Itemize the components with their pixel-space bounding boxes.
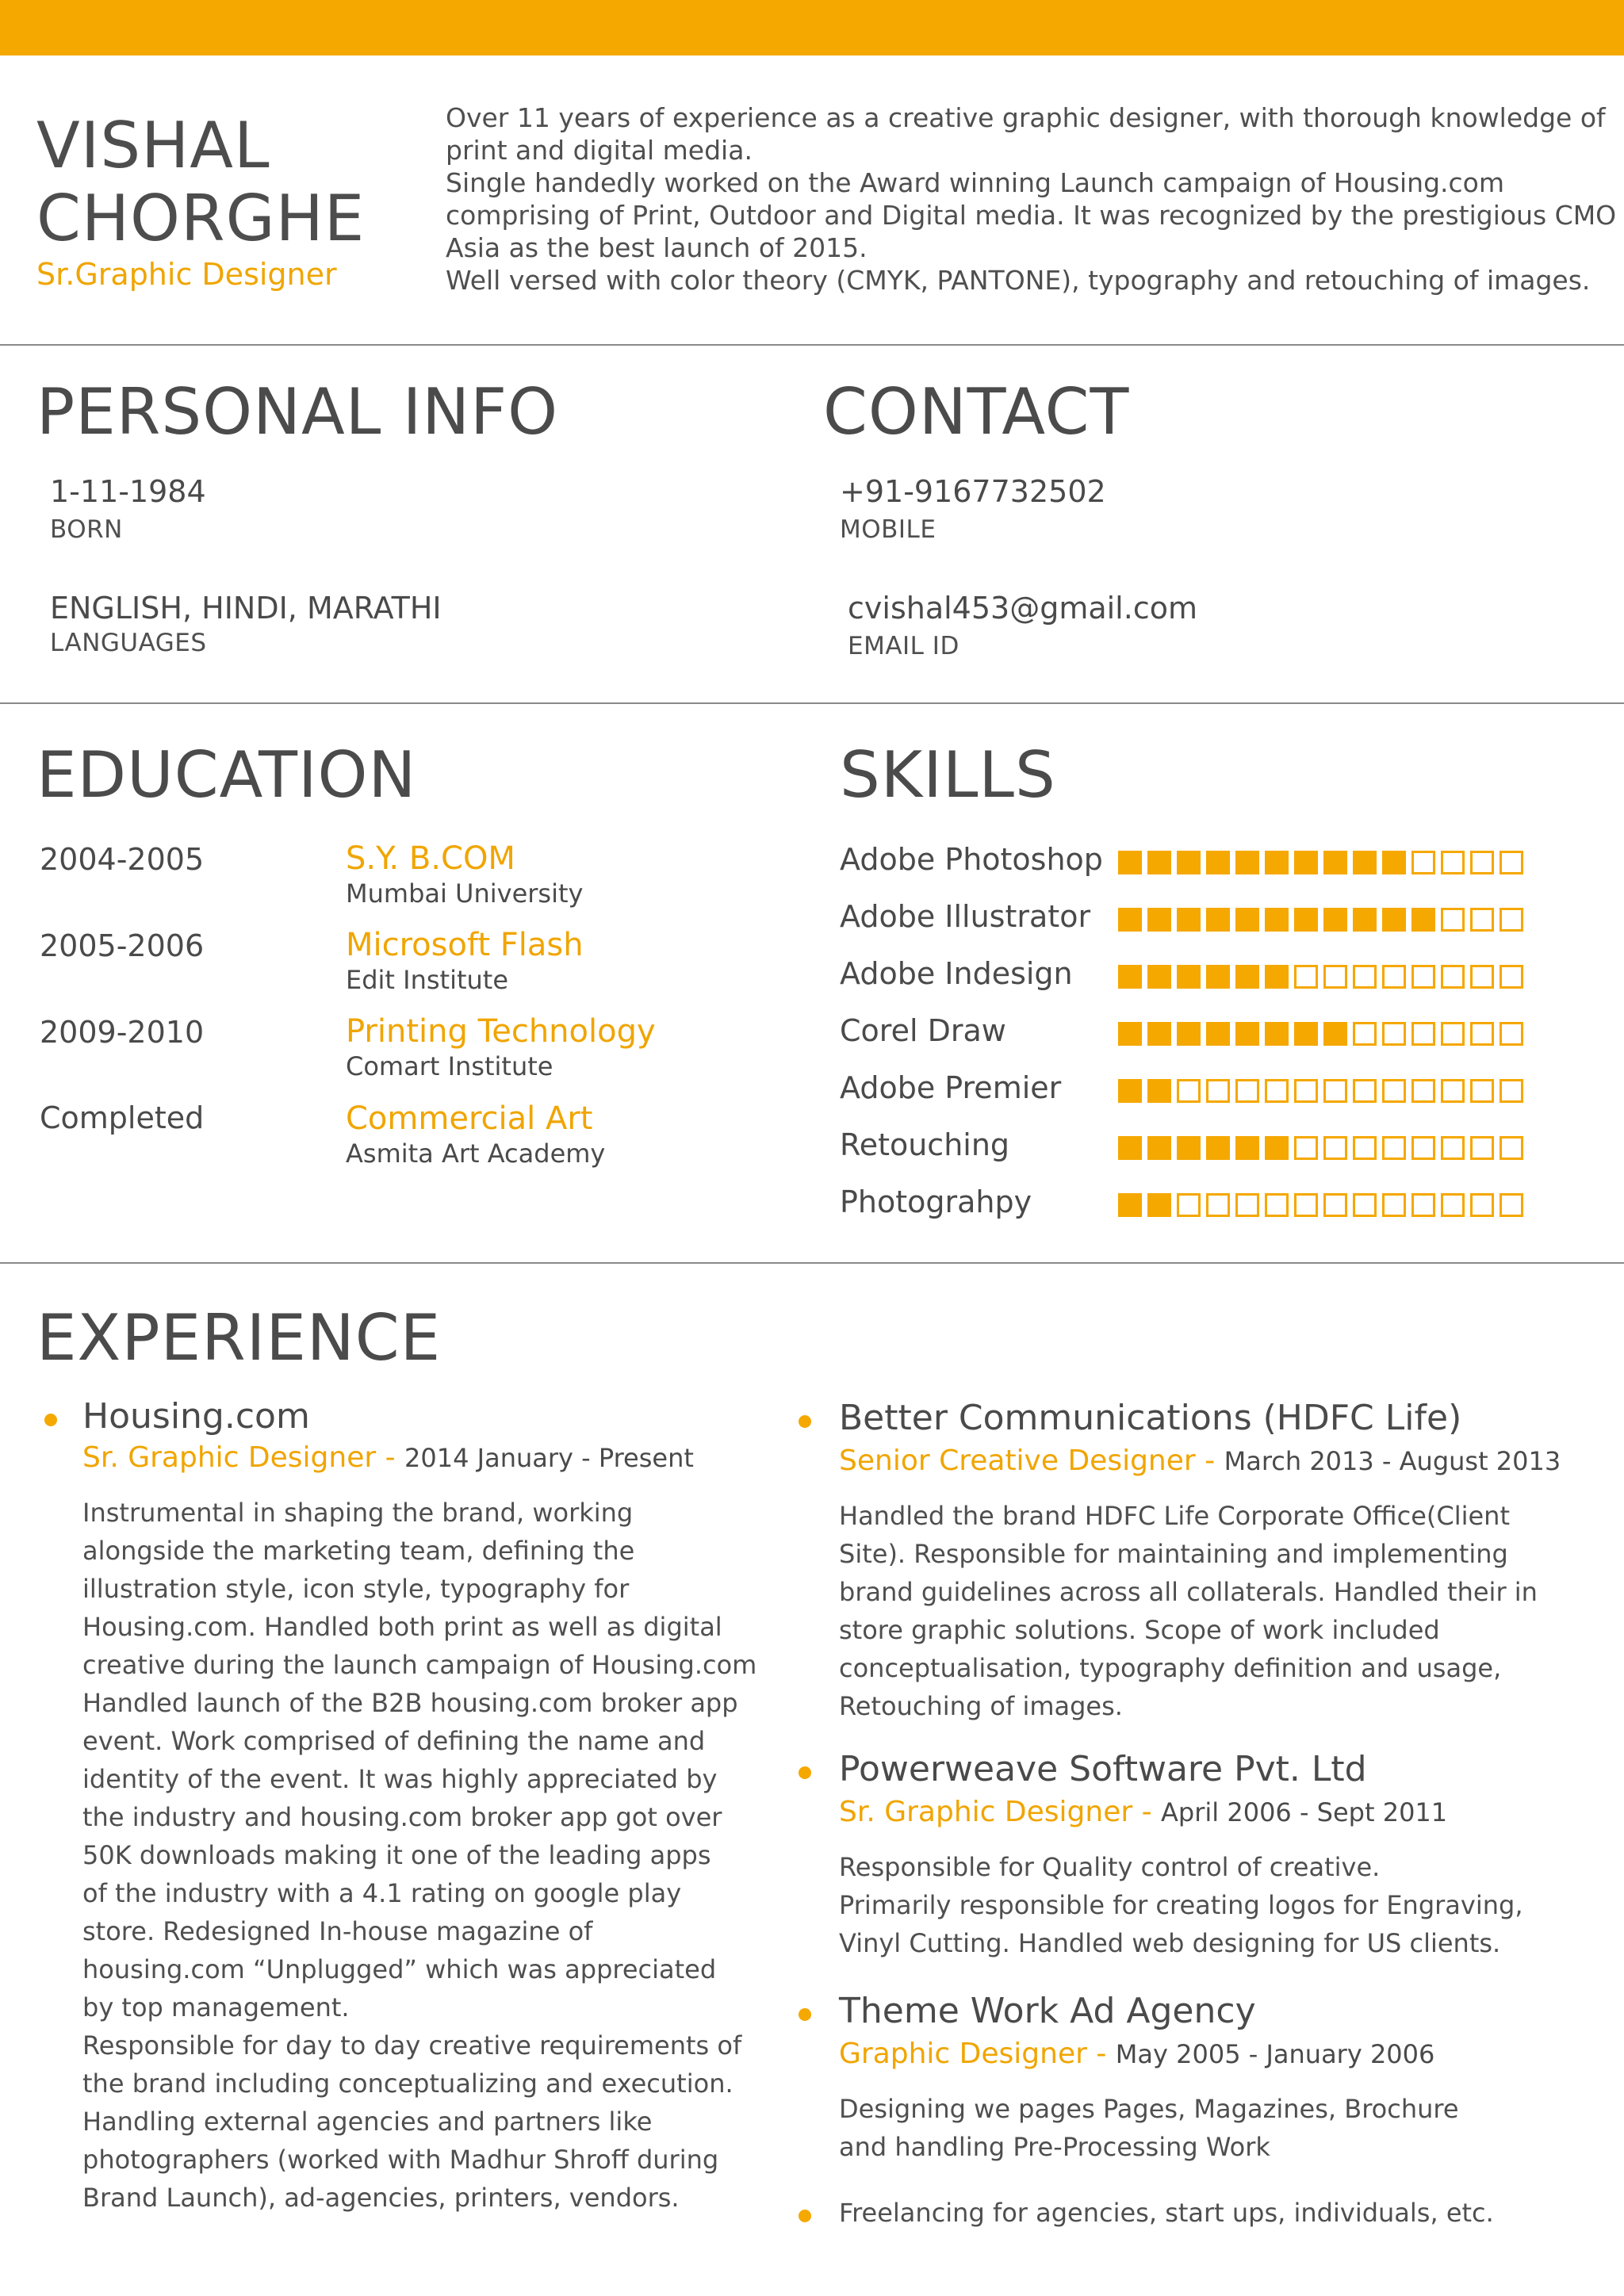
job-title: Sr. Graphic Designer - [82, 1441, 396, 1474]
skill-square-empty [1235, 1193, 1259, 1217]
description-line: identity of the event. It was highly appreciated by [82, 1764, 718, 1794]
job-title: Sr. Graphic Designer - [839, 1796, 1152, 1828]
skill-square-empty [1265, 1193, 1289, 1217]
skill-square-filled [1265, 1136, 1289, 1160]
skill-square-empty [1382, 1022, 1406, 1046]
description-line: Responsible for Quality control of creative. [839, 1852, 1381, 1882]
description-line: and handling Pre-Processing Work [839, 2132, 1270, 2162]
skill-square-filled [1177, 908, 1201, 932]
education-institute: Edit Institute [346, 965, 509, 995]
skill-square-filled [1177, 1136, 1201, 1160]
skill-square-empty [1353, 1136, 1377, 1160]
skill-square-empty [1323, 1079, 1347, 1103]
skill-square-empty [1353, 1022, 1377, 1046]
email-value: cvishal453@gmail.com [848, 591, 1197, 626]
summary-line: Over 11 years of experience as a creative graphic designer, with thorough knowledge of [446, 102, 1606, 133]
skill-square-filled [1118, 1136, 1142, 1160]
skill-square-empty [1411, 1022, 1435, 1046]
description-line: Site). Responsible for maintaining and implementing [839, 1539, 1508, 1569]
skill-name: Corel Draw [840, 1013, 1006, 1048]
skill-square-filled [1177, 851, 1201, 874]
top-accent-bar [0, 0, 1624, 55]
description-line: Instrumental in shaping the brand, working [82, 1498, 634, 1528]
education-year: 2005-2006 [40, 928, 205, 963]
summary-line: Single handedly worked on the Award winning Launch campaign of Housing.com [446, 167, 1505, 198]
description-line: Brand Launch), ad-agencies, printers, vendors. [82, 2183, 680, 2213]
personal-info-heading: PERSONAL INFO [36, 375, 559, 449]
skill-level-bar [1118, 851, 1529, 876]
skill-square-empty [1177, 1079, 1201, 1103]
description-line: conceptualisation, typography definition and usage, [839, 1653, 1502, 1683]
skill-square-empty [1411, 965, 1435, 989]
skill-square-empty [1441, 965, 1465, 989]
skill-square-filled [1353, 908, 1377, 932]
description-line: photographers (worked with Madhur Shroff during [82, 2145, 719, 2175]
skill-square-filled [1323, 1022, 1347, 1046]
skill-square-filled [1235, 851, 1259, 874]
job-dates: 2014 January - Present [404, 1443, 694, 1473]
skill-square-empty [1294, 1136, 1318, 1160]
skill-square-filled [1294, 908, 1318, 932]
skill-square-empty [1382, 965, 1406, 989]
skill-square-empty [1323, 965, 1347, 989]
education-institute: Asmita Art Academy [346, 1138, 606, 1169]
skill-square-empty [1500, 908, 1523, 932]
skill-square-empty [1411, 851, 1435, 874]
bullet-dot [799, 2008, 811, 2021]
email-label: EMAIL ID [848, 632, 959, 660]
skill-square-empty [1441, 1022, 1465, 1046]
skill-square-empty [1500, 1136, 1523, 1160]
description-line: of the industry with a 4.1 rating on google play [82, 1878, 682, 1908]
education-year: 2009-2010 [40, 1015, 205, 1050]
description-line: Primarily responsible for creating logos for Engraving, [839, 1890, 1523, 1920]
description-line: illustration style, icon style, typography for [82, 1574, 630, 1604]
skill-square-empty [1353, 965, 1377, 989]
skill-square-filled [1118, 851, 1142, 874]
skills-heading: SKILLS [840, 738, 1056, 812]
description-line: Retouching of images. [839, 1691, 1123, 1721]
skill-square-filled [1235, 908, 1259, 932]
skill-square-filled [1177, 965, 1201, 989]
skill-square-empty [1470, 965, 1494, 989]
skill-square-empty [1411, 1136, 1435, 1160]
skill-square-empty [1323, 1136, 1347, 1160]
skill-square-empty [1323, 1193, 1347, 1217]
skill-square-empty [1294, 1079, 1318, 1103]
divider [0, 702, 1624, 704]
skill-square-filled [1118, 1022, 1142, 1046]
skill-square-empty [1470, 908, 1494, 932]
job-title: Graphic Designer - [839, 2038, 1107, 2070]
skill-square-empty [1441, 1079, 1465, 1103]
languages-value: ENGLISH, HINDI, MARATHI [50, 591, 442, 626]
skill-name: Adobe Photoshop [840, 842, 1103, 877]
skill-name: Adobe Indesign [840, 956, 1073, 991]
skill-square-empty [1382, 1136, 1406, 1160]
bullet-dot [799, 2210, 811, 2222]
description-line: creative during the launch campaign of Housing.com [82, 1650, 757, 1680]
contact-heading: CONTACT [823, 375, 1130, 449]
education-degree: Microsoft Flash [346, 927, 584, 963]
description-line: housing.com “Unplugged” which was appreciated [82, 1954, 717, 1984]
description-line: the industry and housing.com broker app got over [82, 1802, 722, 1832]
skill-square-empty [1411, 1193, 1435, 1217]
skill-square-empty [1353, 1193, 1377, 1217]
description-line: by top management. [82, 1992, 350, 2022]
description-line: Handled launch of the B2B housing.com broker app [82, 1688, 738, 1718]
skill-square-empty [1470, 1193, 1494, 1217]
bullet-dot [44, 1414, 57, 1426]
description-line: brand guidelines across all collaterals. Handled their in [839, 1577, 1538, 1607]
education-heading: EDUCATION [36, 738, 417, 812]
languages-label: LANGUAGES [50, 629, 207, 657]
skill-square-filled [1118, 965, 1142, 989]
skill-square-filled [1147, 1136, 1171, 1160]
skill-level-bar [1118, 1193, 1529, 1219]
job-title-line [839, 1445, 1561, 1477]
description-line: Vinyl Cutting. Handled web designing for US clients. [839, 1928, 1501, 1958]
skill-level-bar [1118, 1022, 1529, 1047]
summary-line: print and digital media. [446, 135, 753, 166]
skill-square-empty [1470, 1022, 1494, 1046]
born-label: BORN [50, 515, 123, 544]
job-title-line [839, 1796, 1447, 1828]
skill-square-filled [1147, 965, 1171, 989]
skill-square-filled [1411, 908, 1435, 932]
divider [0, 344, 1624, 346]
skill-square-filled [1235, 1136, 1259, 1160]
job-title: Senior Creative Designer - [839, 1445, 1216, 1477]
education-degree: S.Y. B.COM [346, 840, 515, 877]
skill-square-filled [1206, 908, 1230, 932]
mobile-value: +91-9167732502 [840, 474, 1106, 509]
description-line: Responsible for day to day creative requirements of [82, 2030, 742, 2061]
skill-square-filled [1118, 1079, 1142, 1103]
skill-square-empty [1441, 908, 1465, 932]
company-name: Theme Work Ad Agency [839, 1991, 1256, 2031]
education-year: 2004-2005 [40, 842, 205, 877]
bullet-dot [799, 1415, 811, 1428]
skill-square-filled [1118, 1193, 1142, 1217]
description-line: store. Redesigned In-house magazine of [82, 1916, 593, 1946]
born-value: 1-11-1984 [50, 474, 206, 509]
skill-square-empty [1500, 851, 1523, 874]
mobile-label: MOBILE [840, 515, 936, 544]
summary-line: Well versed with color theory (CMYK, PANTONE), typography and retouching of images. [446, 265, 1591, 296]
skill-square-filled [1147, 1079, 1171, 1103]
skill-square-filled [1147, 851, 1171, 874]
skill-square-empty [1411, 1079, 1435, 1103]
skill-square-filled [1206, 965, 1230, 989]
skill-square-empty [1441, 1136, 1465, 1160]
job-description [839, 1497, 1538, 1725]
skill-square-empty [1353, 1079, 1377, 1103]
skill-square-filled [1206, 1022, 1230, 1046]
skill-square-filled [1265, 965, 1289, 989]
skill-square-empty [1265, 1079, 1289, 1103]
education-year: Completed [40, 1100, 205, 1135]
skill-square-filled [1323, 851, 1347, 874]
job-title-line [839, 2038, 1434, 2070]
skill-square-empty [1382, 1079, 1406, 1103]
description-line: Housing.com. Handled both print as well as digital [82, 1612, 722, 1642]
job-dates: April 2006 - Sept 2011 [1161, 1797, 1448, 1827]
skill-square-filled [1382, 908, 1406, 932]
job-description [82, 1494, 756, 2217]
candidate-name [36, 109, 365, 255]
skill-name: Photograhpy [840, 1184, 1032, 1219]
skill-name: Adobe Illustrator [840, 899, 1091, 934]
description-line: Handled the brand HDFC Life Corporate Office(Client [839, 1501, 1510, 1531]
description-line: alongside the marketing team, defining the [82, 1536, 635, 1566]
skill-square-filled [1294, 851, 1318, 874]
skill-square-filled [1265, 851, 1289, 874]
description-line: Handling external agencies and partners like [82, 2107, 653, 2137]
job-title-line [82, 1441, 694, 1474]
skill-square-filled [1177, 1022, 1201, 1046]
skill-square-empty [1500, 1079, 1523, 1103]
skill-level-bar [1118, 908, 1529, 933]
summary-line: comprising of Print, Outdoor and Digital media. It was recognized by the prestigious CMO [446, 200, 1617, 231]
skill-square-filled [1147, 1022, 1171, 1046]
skill-square-filled [1147, 908, 1171, 932]
skill-level-bar [1118, 1136, 1529, 1161]
job-description [839, 1848, 1522, 1962]
education-degree: Commercial Art [346, 1100, 593, 1137]
bullet-dot [799, 1766, 811, 1779]
education-degree: Printing Technology [346, 1013, 656, 1050]
skill-square-empty [1177, 1193, 1201, 1217]
skill-square-filled [1147, 1193, 1171, 1217]
skill-square-filled [1235, 1022, 1259, 1046]
description-line: Designing we pages Pages, Magazines, Brochure [839, 2094, 1459, 2124]
description-line: 50K downloads making it one of the leading apps [82, 1840, 711, 1870]
education-institute: Comart Institute [346, 1051, 553, 1081]
summary-line: Asia as the best launch of 2015. [446, 232, 868, 263]
skill-square-filled [1353, 851, 1377, 874]
skill-level-bar [1118, 1079, 1529, 1104]
skill-level-bar [1118, 965, 1529, 990]
description-line: store graphic solutions. Scope of work included [839, 1615, 1440, 1645]
skill-square-empty [1500, 1193, 1523, 1217]
skill-name: Adobe Premier [840, 1070, 1062, 1105]
description-line: the brand including conceptualizing and execution. [82, 2068, 733, 2099]
skill-square-empty [1500, 1022, 1523, 1046]
education-institute: Mumbai University [346, 878, 584, 909]
skill-square-filled [1294, 1022, 1318, 1046]
job-description [839, 2090, 1459, 2166]
description-line: event. Work comprised of defining the name and [82, 1726, 706, 1756]
experience-heading: EXPERIENCE [36, 1301, 442, 1375]
skill-square-empty [1500, 965, 1523, 989]
skill-square-empty [1470, 1079, 1494, 1103]
skill-square-empty [1470, 1136, 1494, 1160]
company-name: Housing.com [82, 1396, 310, 1437]
profile-summary [446, 101, 1617, 297]
skill-square-empty [1382, 1193, 1406, 1217]
job-dates: May 2005 - January 2006 [1115, 2039, 1435, 2069]
job-dates: March 2013 - August 2013 [1224, 1446, 1561, 1476]
skill-square-filled [1265, 908, 1289, 932]
skill-square-empty [1235, 1079, 1259, 1103]
company-name: Better Communications (HDFC Life) [839, 1398, 1462, 1438]
skill-square-filled [1265, 1022, 1289, 1046]
skill-square-empty [1294, 965, 1318, 989]
skill-square-filled [1323, 908, 1347, 932]
skill-square-filled [1382, 851, 1406, 874]
skill-name: Retouching [840, 1127, 1010, 1162]
name-line-2: CHORGHE [36, 182, 366, 255]
skill-square-empty [1441, 851, 1465, 874]
skill-square-filled [1206, 1136, 1230, 1160]
name-line-1: VISHAL [36, 109, 270, 182]
skill-square-filled [1118, 908, 1142, 932]
skill-square-empty [1294, 1193, 1318, 1217]
skill-square-filled [1235, 965, 1259, 989]
divider [0, 1262, 1624, 1264]
skill-square-empty [1470, 851, 1494, 874]
skill-square-filled [1206, 851, 1230, 874]
candidate-role: Sr.Graphic Designer [36, 257, 337, 292]
freelance-note: Freelancing for agencies, start ups, individuals, etc. [839, 2198, 1494, 2228]
company-name: Powerweave Software Pvt. Ltd [839, 1749, 1367, 1789]
skill-square-empty [1441, 1193, 1465, 1217]
skill-square-empty [1206, 1079, 1230, 1103]
skill-square-empty [1206, 1193, 1230, 1217]
